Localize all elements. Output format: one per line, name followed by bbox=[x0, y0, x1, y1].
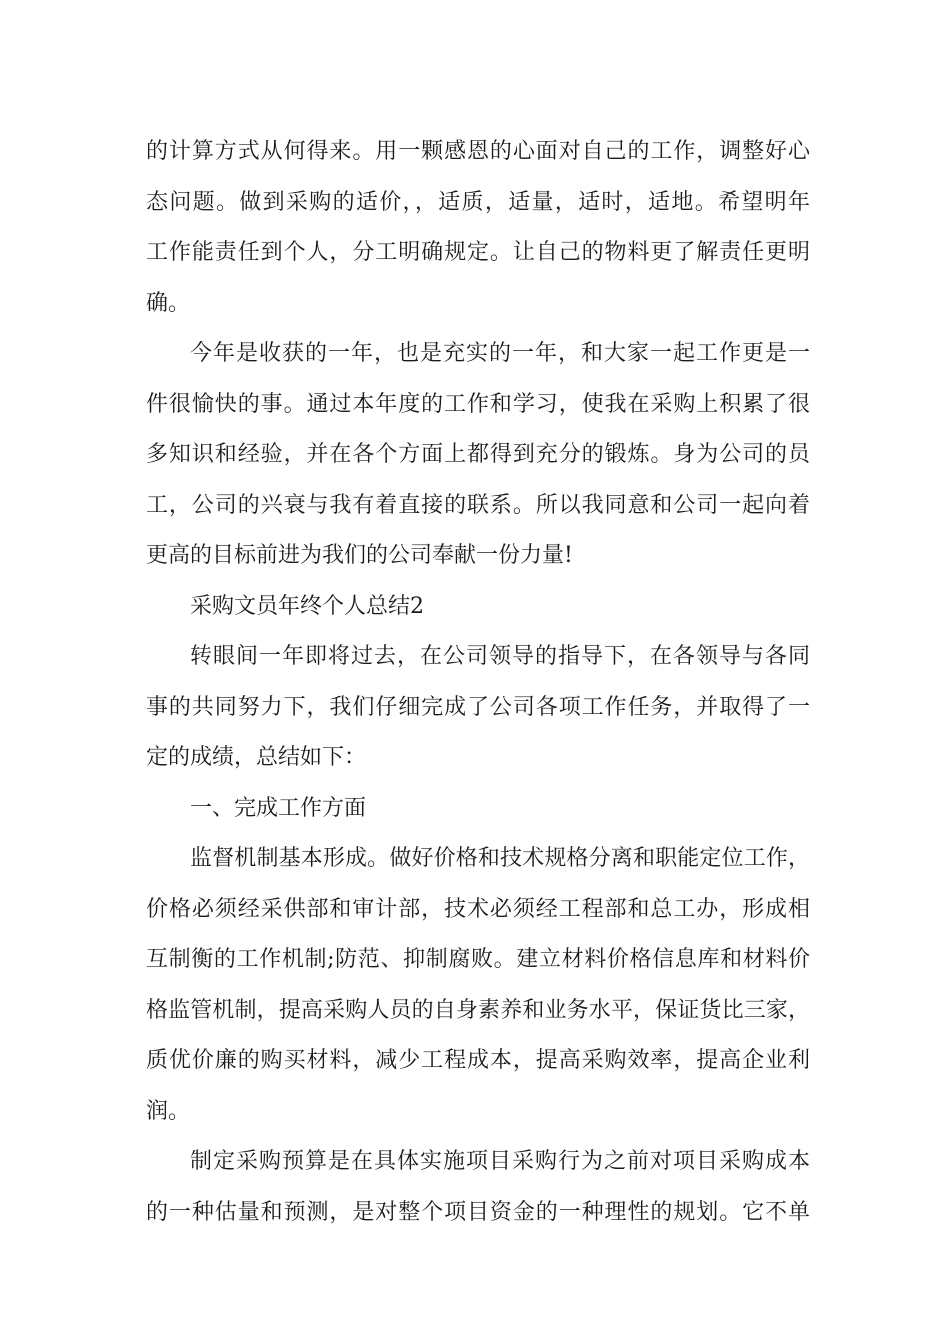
text-line: 格监管机制，提高采购人员的自身素养和业务水平，保证货比三家， bbox=[146, 997, 810, 1023]
text-line: 质优价廉的购买材料，减少工程成本，提高采购效率，提高企业利 bbox=[146, 1048, 810, 1073]
text-line: 工作能责任到个人，分工明确规定。让自己的物料更了解责任更明 bbox=[146, 240, 810, 265]
text-line: 制定采购预算是在具体实施项目采购行为之前对项目采购成本 bbox=[190, 1149, 810, 1174]
text-line: 更高的目标前进为我们的公司奉献一份力量! bbox=[146, 543, 573, 568]
paragraph bbox=[146, 1137, 810, 1238]
text-line: 的计算方式从何得来。用一颗感恩的心面对自己的工作，调整好心 bbox=[146, 139, 810, 164]
text-line: 一、完成工作方面 bbox=[190, 795, 367, 821]
paragraph bbox=[146, 127, 810, 329]
section-heading bbox=[146, 784, 810, 835]
text-line: 态问题。做到采购的适价，，适质，适量，适时，适地。希望明年 bbox=[146, 189, 810, 215]
text-line: 监督机制基本形成。做好价格和技术规格分离和职能定位工作， bbox=[190, 846, 810, 871]
text-line: 的一种估量和预测，是对整个项目资金的一种理性的规划。它不单 bbox=[146, 1199, 810, 1225]
text-line: 互制衡的工作机制;防范、抑制腐败。建立材料价格信息库和材料价 bbox=[146, 947, 810, 972]
text-line: 件很愉快的事。通过本年度的工作和学习，使我在采购上积累了很 bbox=[146, 391, 810, 417]
text-line: 润。 bbox=[146, 1098, 191, 1124]
text-line: 多知识和经验，并在各个方面上都得到充分的锻炼。身为公司的员 bbox=[146, 442, 810, 467]
paragraph bbox=[146, 329, 810, 582]
text-line: 转眼间一年即将过去，在公司领导的指导下，在各领导与各同 bbox=[190, 644, 810, 669]
text-line: 今年是收获的一年，也是充实的一年，和大家一起工作更是一 bbox=[190, 341, 810, 366]
paragraph bbox=[146, 834, 810, 1137]
paragraph bbox=[146, 632, 810, 784]
text-line: 事的共同努力下，我们仔细完成了公司各项工作任务，并取得了一 bbox=[146, 694, 810, 720]
section-title bbox=[146, 582, 810, 633]
text-line: 采购文员年终个人总结2 bbox=[190, 593, 424, 619]
text-line: 价格必须经采供部和审计部，技术必须经工程部和总工办，形成相 bbox=[146, 896, 810, 922]
text-line: 工，公司的兴衰与我有着直接的联系。所以我同意和公司一起向着 bbox=[146, 492, 810, 518]
document-body bbox=[146, 127, 810, 1238]
text-line: 定的成绩，总结如下： bbox=[146, 745, 367, 770]
text-line: 确。 bbox=[146, 290, 191, 316]
